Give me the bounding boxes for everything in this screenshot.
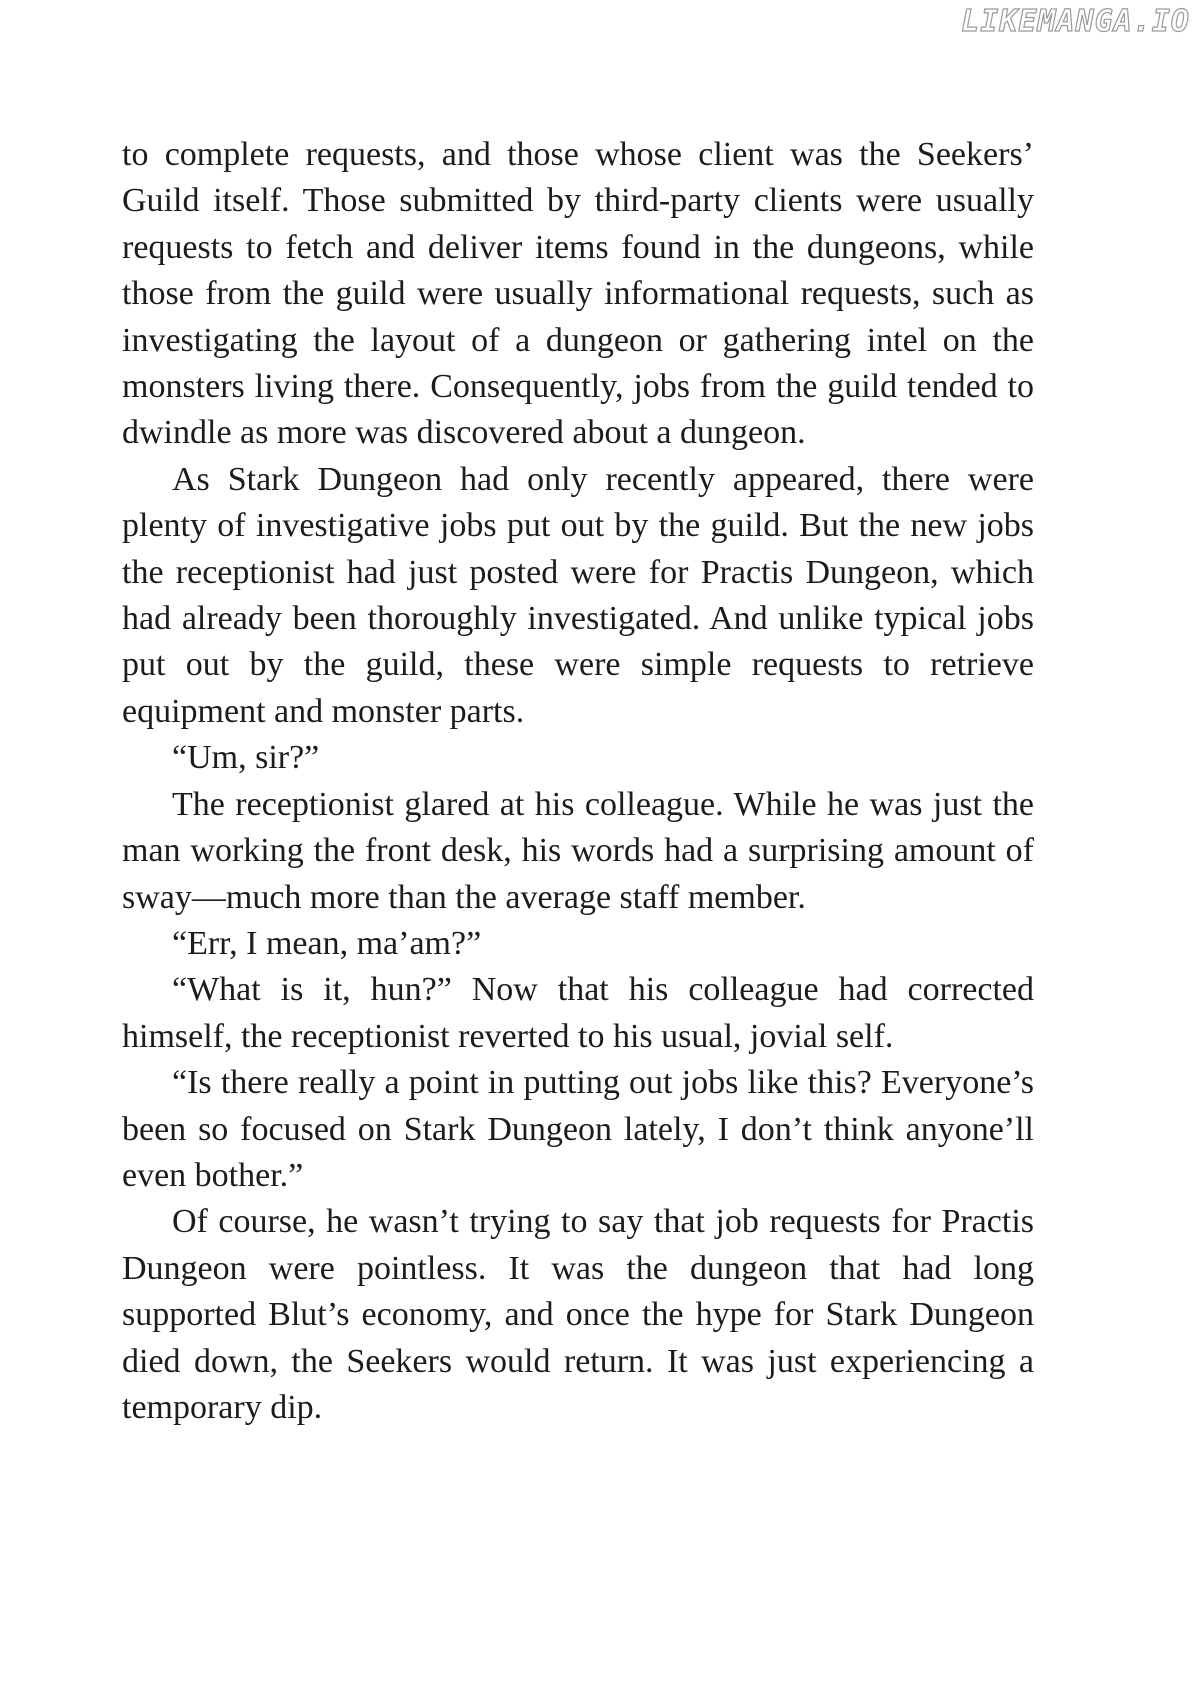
paragraph: “Is there really a point in putting out jobs like this? Everyone’s been so focused on Stark Dungeon lately, I don’t think anyone’ll even bother.”: [122, 1064, 1034, 1194]
paragraph: As Stark Dungeon had only recently appeared, there were plenty of investigative jobs put out by the guild. But the new jobs the receptionist had just posted were for Practis Dungeon, which had already been thoroughly investigated. And unlike typical jobs put out by the guild, these were simple requests to retrieve equipment and monster parts.: [122, 460, 1034, 730]
paragraph: “Um, sir?”: [172, 739, 320, 777]
paragraph: The receptionist glared at his colleague. While he was just the man working the front desk, his words had a surprising amount of sway—much more than the average staff member.: [122, 785, 1034, 916]
watermark: LIKEMANGA.IO: [961, 4, 1190, 39]
page-body: [122, 132, 1034, 1431]
paragraph: “What is it, hun?” Now that his colleague had corrected himself, the receptionist reverted to his usual, jovial self.: [122, 971, 1034, 1055]
paragraph: Of course, he wasn’t trying to say that job requests for Practis Dungeon were pointless. It was the dungeon that had long supported Blut’s economy, and once the hype for Stark Dungeon died down, the Seekers would return. It was just experiencing a temporary dip.: [122, 1203, 1034, 1426]
paragraph: “Err, I mean, ma’am?”: [172, 924, 482, 962]
paragraph: to complete requests, and those whose client was the Seekers’ Guild itself. Those submitted by third-party clients were usually requests to fetch and deliver items found in the dungeons, while those from the guild were usually informational requests, such as investigating the layout of a dungeon or gathering intel on the monsters living there. Consequently, jobs from the guild tended to dwindle as more was discovered about a dungeon.: [122, 136, 1034, 452]
